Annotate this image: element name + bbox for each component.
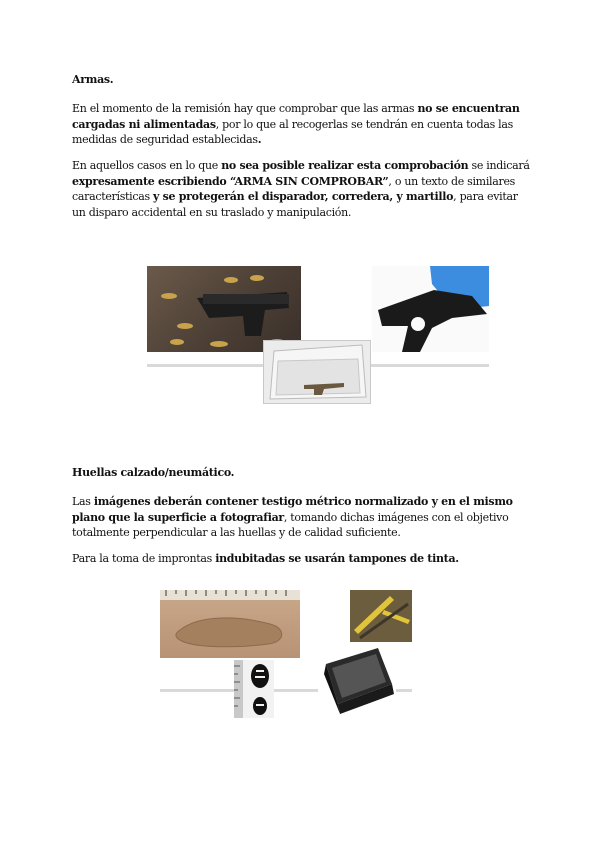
paragraph-armas-1: En el momento de la remisión hay que comprobar que las armas no se encuentran cargadas ni alimentadas, por lo que al recogerlas se tendrán en cuenta todas las medidas de seguridad establecidas.: [72, 102, 520, 146]
shoeprint-ink-with-ruler-photo: [234, 660, 274, 718]
paragraph-huellas-2: Para la toma de improntas indubitadas se usarán tampones de tinta.: [72, 552, 459, 565]
open-box-with-weapon-photo: [263, 340, 371, 404]
paragraph-armas-2: En aquellos casos en lo que no sea posible realizar esta comprobación se indicará expresamente escribiendo “ARMA SIN COMPROBAR”, o un texto de similares características y se protegerán el disparador, corredera, y martillo, para evitar un disparo accidental en su traslado y manipulación.: [72, 159, 530, 219]
gloved-hand-pistol-icon: [372, 266, 489, 352]
ink-pad-photo: [318, 644, 396, 716]
paragraph-huellas-1: Las imágenes deberán contener testigo métrico normalizado y en el mismo plano que la superficie a fotografiar, tomando dichas imágenes con el objetivo totalmente perpendicular a las huellas y de calidad suficiente.: [72, 495, 513, 539]
shoe-sole-icon: [234, 660, 274, 718]
tire-print-with-scale-photo: [350, 590, 412, 642]
ruler-footprint-icon: [160, 590, 300, 658]
section-huellas: [72, 465, 532, 481]
scale-marker-icon: [350, 590, 412, 642]
gloved-hand-pistol-photo: [372, 266, 489, 352]
footprint-in-sand-with-ruler-photo: [160, 590, 300, 658]
cardboard-box-icon: [264, 341, 371, 404]
heading-armas: Armas.: [72, 73, 114, 86]
ink-pad-icon: [318, 644, 396, 716]
section-armas: [72, 72, 532, 88]
heading-huellas: Huellas calzado/neumático.: [72, 466, 235, 479]
